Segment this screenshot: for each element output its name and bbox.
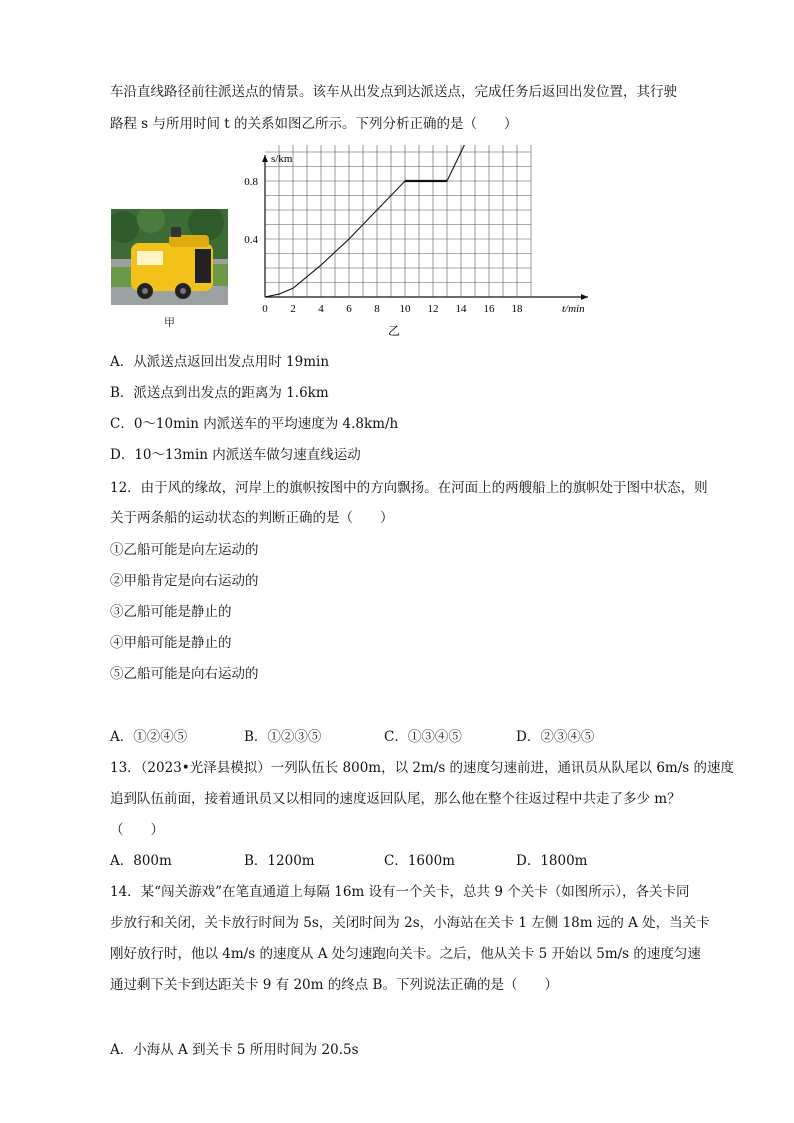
q12-options xyxy=(110,727,670,747)
q13-option-d: D．1800m xyxy=(516,853,588,869)
y-tick-label: 0.8 xyxy=(244,176,258,188)
q12-option-b: B．①②③⑤ xyxy=(244,729,322,745)
q12-stem-line1: 12．由于风的缘故，河岸上的旗帜按图中的方向飘扬。在河面上的两艘船上的旗帜处于图中状态，则 xyxy=(110,480,708,496)
q13-option-c: C．1600m xyxy=(384,853,455,869)
q12-option-c: C．①③④⑤ xyxy=(384,729,462,745)
x-tick-label: 2 xyxy=(290,303,296,315)
graph-ticks xyxy=(244,145,523,315)
q12-statement-2: ②甲船肯定是向右运动的 xyxy=(110,573,259,589)
q14-stem-line4: 通过剩下关卡到达距关卡 9 有 20m 的终点 B。下列说法正确的是（ ） xyxy=(110,977,558,993)
q14-stem-line2: 步放行和关闭，关卡放行时间为 5s，关闭时间为 2s，小海站在关卡 1 左侧 18m 远的 A 处，当关卡 xyxy=(110,915,710,931)
delivery-robot-photo xyxy=(111,209,228,305)
y-tick-label: 0.4 xyxy=(244,234,258,246)
q13-option-a: A．800m xyxy=(110,853,172,869)
x-tick-label: 16 xyxy=(483,303,495,315)
graph-grid xyxy=(265,145,531,297)
q11-option-c: C．0～10min 内派送车的平均速度为 4.8km/h xyxy=(110,416,399,432)
q12-statement-4: ④甲船可能是静止的 xyxy=(110,635,232,651)
x-axis-arrow xyxy=(581,294,588,300)
figure-jia-caption: 甲 xyxy=(164,316,175,329)
q13-option-b: B．1200m xyxy=(244,853,315,869)
q11-stem-line2: 路程 s 与所用时间 t 的关系如图乙所示。下列分析正确的是（ ） xyxy=(110,116,518,132)
q11-option-d: D．10～13min 内派送车做匀速直线运动 xyxy=(110,447,361,463)
s-t-curve xyxy=(265,145,531,297)
x-axis-label: t/min xyxy=(562,303,585,315)
q12-stem-line2: 关于两条船的运动状态的判断正确的是（ ） xyxy=(110,510,394,526)
x-tick-label: 0 xyxy=(262,303,268,315)
q14-stem-line1: 14．某“闯关游戏”在笔直通道上每隔 16m 设有一个关卡，总共 9 个关卡（如图所示），各关卡同 xyxy=(110,884,690,900)
q12-option-d: D．②③④⑤ xyxy=(516,729,595,745)
x-tick-label: 10 xyxy=(399,303,411,315)
x-tick-label: 8 xyxy=(374,303,380,315)
q11-stem-line1: 车沿直线路径前往派送点的情景。该车从出发点到达派送点，完成任务后返回出发位置，其行驶 xyxy=(110,84,677,100)
y-axis-label: s/km xyxy=(271,153,293,165)
x-tick-label: 18 xyxy=(511,303,523,315)
q11-option-b: B．派送点到出发点的距离为 1.6km xyxy=(110,385,329,401)
q13-options xyxy=(110,851,670,871)
q14-option-a: A．小海从 A 到关卡 5 所用时间为 20.5s xyxy=(110,1042,359,1058)
q14-stem-line3: 刚好放行时，他以 4m/s 的速度从 A 处匀速跑向关卡。之后，他从关卡 5 开始以 5m/s 的速度匀速 xyxy=(110,946,701,962)
x-tick-label: 4 xyxy=(318,303,324,315)
q12-statement-5: ⑤乙船可能是向右运动的 xyxy=(110,666,259,682)
q13-stem-line3: （ ） xyxy=(110,822,164,838)
graph-axes xyxy=(262,155,588,300)
x-tick-label: 14 xyxy=(455,303,467,315)
figure-yi-caption: 乙 xyxy=(388,324,401,338)
q12-statement-3: ③乙船可能是静止的 xyxy=(110,604,232,620)
q12-statement-1: ①乙船可能是向左运动的 xyxy=(110,542,259,558)
x-tick-label: 6 xyxy=(346,303,352,315)
q13-stem-line1: 13．（2023•光泽县模拟）一列队伍长 800m，以 2m/s 的速度匀速前进，通讯员从队尾以 6m/s 的速度 xyxy=(110,760,735,776)
q13-stem-line2: 追到队伍前面，接着通讯员又以相同的速度返回队尾，那么他在整个往返过程中共走了多少 m？ xyxy=(110,791,681,807)
x-tick-label: 12 xyxy=(427,303,439,315)
s-t-graph xyxy=(236,145,606,340)
y-axis-arrow xyxy=(262,155,268,162)
q11-option-a: A．从派送点返回出发点用时 19min xyxy=(110,354,330,370)
q12-option-a: A．①②④⑤ xyxy=(110,729,188,745)
